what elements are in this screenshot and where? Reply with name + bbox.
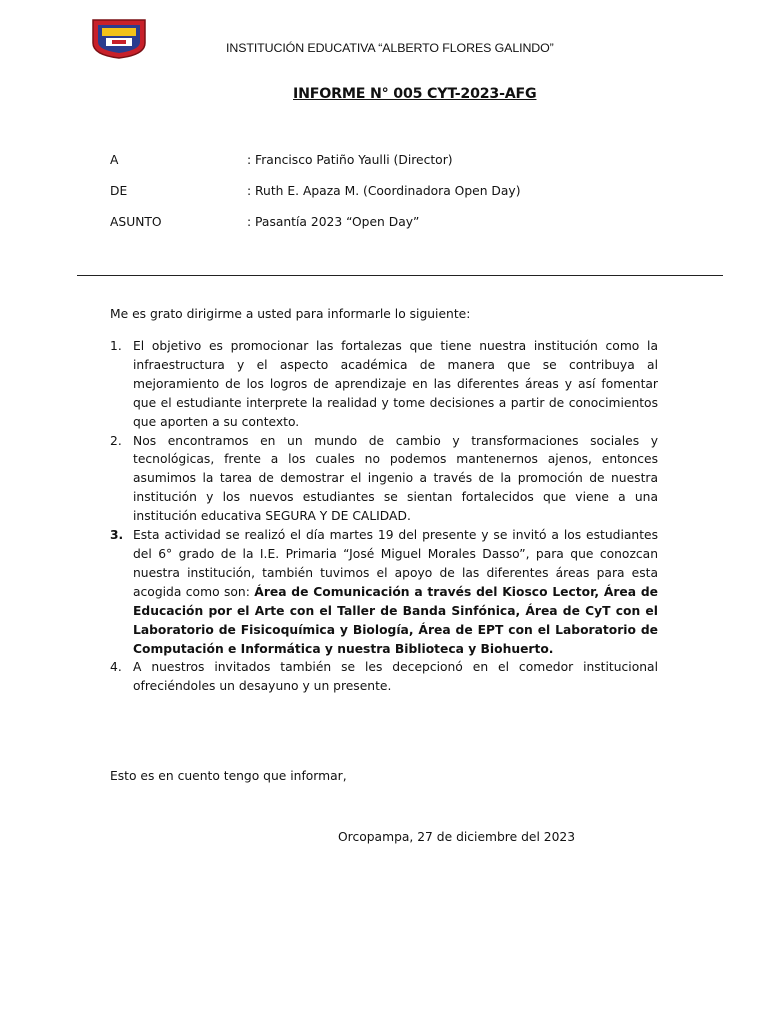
list-item	[110, 432, 658, 527]
list-item-bold-text: Área de Comunicación a través del Kiosco Lector, Área de Educación por el Arte con el Taller de Banda Sinfónica, Área de CyT con el Laboratorio de Fisicoquímica y Biología, Área de EPT con el Laboratorio de Computación e Informática y nuestra Biblioteca y Biohuerto.	[133, 584, 658, 656]
institution-name: INSTITUCIÓN EDUCATIVA “ALBERTO FLORES GALINDO”	[226, 41, 554, 55]
meta-value: : Pasantía 2023 “Open Day”	[247, 215, 420, 229]
closing-line: Esto es en cuento tengo que informar,	[110, 769, 347, 783]
list-item-text: Nos encontramos en un mundo de cambio y transformaciones sociales y tecnológicas, frente a los cuales no podemos mantenernos ajenos, entonces asumimos la tarea de demostrar el ingenio a través de la promoción de nuestra institución y los nuevos estudiantes se sientan fortalecidos que viene a una institución educativa SEGURA Y DE CALIDAD.	[133, 433, 658, 524]
list-item-number: 2.	[110, 433, 122, 448]
institution-logo	[90, 17, 148, 59]
list-item	[110, 658, 658, 696]
list-item-number: 3.	[110, 528, 124, 543]
list-item	[110, 526, 658, 658]
report-title: INFORME N° 005 CYT-2023-AFG	[293, 86, 537, 102]
meta-value: : Francisco Patiño Yaulli (Director)	[247, 153, 453, 167]
list-item-text: Esta actividad se realizó el día martes 19 del presente y se invitó a los estudiantes del 6° grado de la I.E. Primaria “José Miguel Morales Dasso”, para que conozcan nuestra institución, también tuvimos el apoyo de las diferentes áreas para esta acogida como son:	[133, 528, 658, 599]
header-divider	[77, 275, 723, 276]
list-item-number: 4.	[110, 660, 122, 675]
list-item-text: El objetivo es promocionar las fortalezas que tiene nuestra institución como la infraestructura y el aspecto académica de manera que se contribuya al mejoramiento de los logros de aprendizaje en las diferentes áreas y así fomentar que el estudiante interprete la realidad y tome decisiones a partir de conocimientos que aporten a su contexto.	[133, 339, 658, 429]
greeting: Me es grato dirigirme a usted para informarle lo siguiente:	[110, 307, 471, 321]
meta-value: : Ruth E. Apaza M. (Coordinadora Open Day)	[247, 184, 521, 198]
list-item-text: A nuestros invitados también se les decepcionó en el comedor institucional ofreciéndoles un desayuno y un presente.	[133, 660, 658, 694]
numbered-list	[110, 337, 658, 696]
list-item-number: 1.	[110, 339, 122, 353]
meta-key: DE	[110, 184, 128, 198]
meta-key: ASUNTO	[110, 215, 162, 229]
place-date: Orcopampa, 27 de diciembre del 2023	[338, 830, 576, 844]
meta-key: A	[110, 153, 119, 167]
list-item	[110, 337, 658, 432]
shield-logo-icon	[90, 17, 148, 59]
